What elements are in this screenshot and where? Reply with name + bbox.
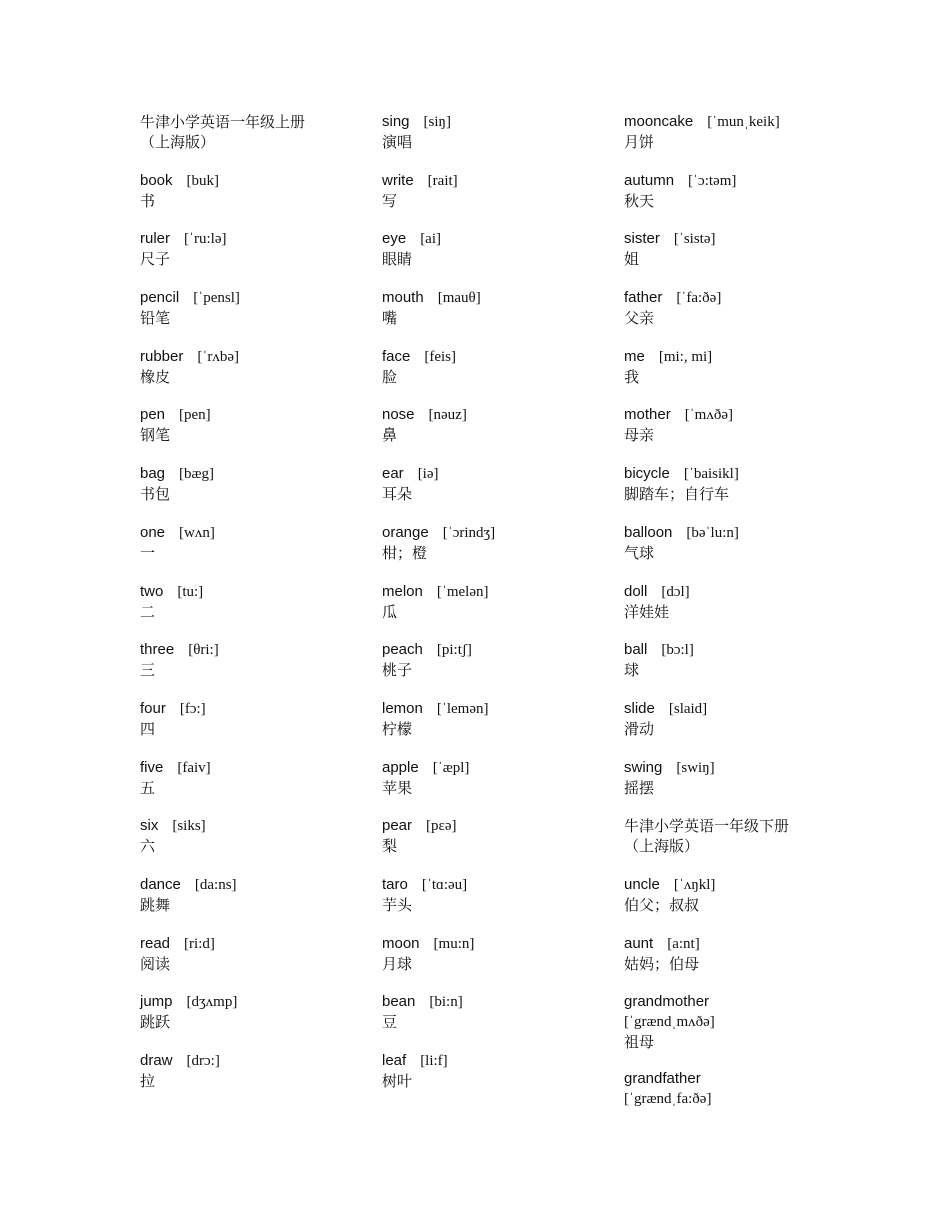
vocab-entry [140,992,370,1051]
translation: 脚踏车；自行车 [624,485,730,504]
phonetic: [ri:d] [184,935,215,952]
translation: 二 [140,602,156,621]
phonetic: [ˈpensl] [193,290,240,307]
word: swing [624,758,663,776]
vocab-entry [624,699,854,758]
phonetic: [li:f] [420,1053,448,1069]
word: eye [382,230,407,248]
vocab-entry [382,934,612,993]
phonetic: [rait] [427,172,458,189]
phonetic: [ˈrʌbə] [197,348,239,365]
section-heading-grade1-vol2 [624,816,854,875]
vocab-entry [140,523,370,582]
translation: 脸 [382,367,398,386]
word: taro [382,875,408,893]
phonetic: [buk] [186,172,220,189]
translation: 洋娃娃 [624,602,670,621]
word: four [140,699,166,717]
phonetic: [bəˈlu:n] [686,524,739,541]
translation: 梨 [382,837,398,856]
phonetic: [ˈʌŋkl] [673,876,716,893]
phonetic: [bɔ:l] [661,642,694,659]
word: draw [140,1052,173,1069]
translation: 父亲 [624,309,655,328]
translation: 跳舞 [140,895,171,914]
word: moon [382,934,420,952]
translation: 书 [140,191,156,210]
translation: 滑动 [624,719,655,738]
translation: 柠檬 [382,719,413,738]
vocab-entry [140,171,370,230]
vocab-entry [140,699,370,758]
translation: 球 [624,661,640,680]
vocab-entry [624,582,854,641]
phonetic: [ˈæpl] [432,759,470,776]
phonetic: [bi:n] [429,994,463,1011]
vocab-column-2 [382,112,612,1110]
word: dance [140,875,181,893]
phonetic: [ˈgrændˌmʌðə] [624,1014,715,1031]
translation: 豆 [382,1013,398,1032]
word: doll [624,582,648,600]
vocab-entry [624,523,854,582]
translation: 书包 [140,485,171,504]
word: sing [382,113,410,130]
word: apple [382,758,419,776]
translation: 五 [140,778,156,797]
word: jump [140,993,173,1011]
phonetic: [mu:n] [433,935,475,952]
translation: 气球 [624,543,655,562]
phonetic: [ˈlemən] [436,700,489,717]
translation: 阅读 [140,954,171,973]
word: grandfather [624,1070,701,1088]
vocab-entry [624,112,854,171]
vocab-entry [624,229,854,288]
phonetic: [ˈbaisikl] [683,466,739,483]
word: mooncake [624,113,694,130]
vocab-entry [382,464,612,523]
translation: 我 [624,367,640,386]
word: father [624,289,663,307]
word: ball [624,641,648,659]
phonetic: [da:ns] [194,876,237,893]
word: mother [624,406,671,424]
phonetic: [feis] [424,348,457,365]
phonetic: [dʒʌmp] [186,994,238,1011]
vocab-entry [382,582,612,641]
translation: 桃子 [382,661,413,680]
vocab-entry [382,992,612,1051]
vocab-entry [140,347,370,406]
vocab-entry [382,112,612,171]
phonetic: [ˈtɑ:əu] [421,876,468,893]
word: grandmother [624,993,710,1011]
word: pear [382,817,413,835]
translation: 芋头 [382,895,413,914]
phonetic: [iə] [417,466,439,483]
vocab-entry [624,405,854,464]
section-heading-grade1-vol1 [140,112,370,171]
vocab-entry [382,1051,612,1110]
word: pen [140,406,166,424]
translation: 拉 [140,1072,156,1090]
vocab-entry [382,699,612,758]
translation: 树叶 [382,1072,413,1090]
word: rubber [140,347,184,365]
phonetic: [θri:] [188,642,219,659]
translation: 伯父；叔叔 [624,895,700,914]
word: ruler [140,230,171,248]
word: me [624,347,645,365]
vocab-entry [382,171,612,230]
word: balloon [624,523,673,541]
vocab-entry [382,347,612,406]
vocab-entry [624,934,854,993]
word: bicycle [624,465,670,483]
word: slide [624,699,655,717]
translation: 瓜 [382,602,398,621]
vocab-entry [140,816,370,875]
phonetic: [ˈmʌðə] [684,407,733,424]
word: one [140,523,166,541]
word: melon [382,582,423,600]
word: six [140,817,159,835]
vocab-entry [624,288,854,347]
word: autumn [624,171,675,189]
phonetic: [ˈɔrindʒ] [442,524,496,541]
translation: 四 [140,719,156,738]
translation: 六 [140,837,156,856]
translation: 摇摆 [624,778,655,797]
phonetic: [ˈɔ:təm] [688,172,737,189]
translation: 秋天 [624,191,655,210]
vocab-entry [140,640,370,699]
vocab-column-3 [624,112,854,1128]
vocab-entry [382,229,612,288]
word: leaf [382,1052,407,1069]
translation: 写 [382,191,398,210]
translation: 眼睛 [382,250,413,269]
vocab-entry [140,875,370,934]
translation: 嘴 [382,309,398,328]
vocab-entry [140,758,370,817]
word: lemon [382,699,423,717]
translation: 鼻 [382,426,398,445]
word: three [140,641,175,659]
phonetic: [mi:, mi] [658,348,713,365]
vocab-entry [382,875,612,934]
phonetic: [ai] [420,231,442,248]
translation: 跳跃 [140,1013,171,1032]
vocab-entry [624,758,854,817]
word: two [140,582,164,600]
translation: 祖母 [624,1033,655,1052]
phonetic: [faiv] [177,759,211,776]
vocab-entry [382,816,612,875]
phonetic: [pɛə] [426,818,457,835]
phonetic: [bæg] [179,466,215,483]
translation: 耳朵 [382,485,413,504]
vocab-entry [624,875,854,934]
word: nose [382,406,415,424]
phonetic: [ˈsistə] [673,231,716,248]
phonetic: [siks] [172,818,206,835]
vocab-entry [382,758,612,817]
translation: 苹果 [382,778,413,797]
word: ear [382,465,404,483]
vocab-entry [140,582,370,641]
phonetic: [fɔ:] [179,700,206,717]
vocab-entry [382,288,612,347]
translation: 一 [140,543,156,562]
translation: 姑妈；伯母 [624,954,700,973]
vocab-entry [140,405,370,464]
phonetic: [swiŋ] [676,759,715,776]
phonetic: [dɔl] [661,583,690,600]
phonetic: [siŋ] [423,114,451,130]
phonetic: [nəuz] [428,407,467,424]
phonetic: [a:nt] [667,935,700,952]
translation: 钢笔 [140,426,171,445]
translation: 月饼 [624,133,655,151]
word: face [382,347,411,365]
phonetic: [tu:] [177,583,204,600]
word: aunt [624,934,654,952]
word: bag [140,465,166,483]
word: bean [382,993,416,1011]
heading-title: 牛津小学英语一年级上册 [140,113,306,131]
word: write [382,171,414,189]
vocab-entry [624,992,854,1069]
phonetic: [pen] [179,407,211,424]
word: book [140,171,173,189]
word: pencil [140,289,180,307]
translation: 月球 [382,954,413,973]
phonetic: [wʌn] [179,524,215,541]
phonetic: [ˈfa:ðə] [676,290,722,307]
vocab-entry [624,347,854,406]
translation: 柑；橙 [382,543,428,562]
vocab-entry [140,464,370,523]
vocab-column-1 [140,112,370,1110]
phonetic: [mauθ] [437,290,481,307]
phonetic: [pi:tʃ] [436,642,472,659]
vocab-entry [382,523,612,582]
translation: 演唱 [382,133,413,151]
word: orange [382,523,429,541]
phonetic: [slaid] [668,700,708,717]
word: read [140,934,171,952]
heading-title: 牛津小学英语一年级下册 [624,817,790,836]
translation: 三 [140,661,156,680]
phonetic: [ˈmunˌkeik] [707,114,780,130]
translation: 尺子 [140,250,171,269]
word: sister [624,230,660,248]
phonetic: [drɔ:] [186,1053,220,1069]
translation: 姐 [624,250,640,269]
vocab-entry [382,405,612,464]
vocab-entry [140,934,370,993]
vocab-entry [140,1051,370,1110]
translation: 橡皮 [140,367,171,386]
vocab-entry [140,288,370,347]
word: peach [382,641,423,659]
vocab-entry [624,1069,854,1128]
phonetic: [ˈmelən] [436,583,489,600]
vocab-entry [382,640,612,699]
word: mouth [382,289,424,307]
phonetic: [ˈgrændˌfa:ðə] [624,1091,712,1108]
vocab-entry [624,640,854,699]
phonetic: [ˈru:lə] [184,231,227,248]
translation: 母亲 [624,426,655,445]
heading-edition: （上海版） [140,133,216,151]
vocab-entry [140,229,370,288]
vocab-entry [624,464,854,523]
vocab-entry [624,171,854,230]
word: five [140,758,164,776]
translation: 铅笔 [140,309,171,328]
word: uncle [624,875,660,893]
heading-edition: （上海版） [624,837,700,856]
